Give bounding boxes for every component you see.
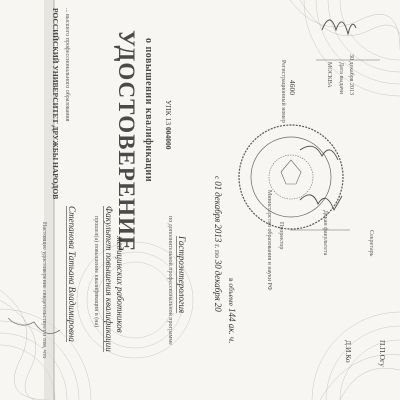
from-year: 2013 — [213, 224, 223, 243]
training-period — [213, 176, 222, 312]
dean-signature-name: Д.И.Ко — [344, 340, 353, 363]
rector-label: Проректор — [278, 222, 284, 250]
certify-text: Настоящее удостоверение свидетельствует о том, что — [41, 222, 47, 359]
certificate-number — [165, 100, 173, 149]
to-day: 30 — [213, 259, 223, 269]
program-text: по дополнительной профессиональной программе — [167, 216, 173, 345]
document-title: УДОСТОВЕРЕНИЕ — [114, 30, 139, 253]
ministry-line: ... высшего профессионального образования — [64, 8, 70, 122]
issue-date-label: Дата выдачи — [338, 62, 344, 95]
city: МОСКВА — [326, 62, 332, 88]
volume-label: в объеме — [227, 278, 236, 307]
from-day: 01 — [213, 181, 223, 191]
number-prefix: УПК — [164, 100, 173, 116]
secretary-label: Секретарь — [368, 230, 374, 257]
to-month: декабря — [213, 270, 223, 301]
university-name: РОССИЙСКИЙ УНИВЕРСИТЕТ ДРУЖБЫ НАРОДОВ — [51, 8, 60, 200]
number-series: 13 — [164, 117, 173, 126]
registration-label: Регистрационный номер — [280, 60, 286, 123]
from-month: декабря — [213, 192, 223, 223]
issue-date: 30 декабря 2013 — [348, 54, 354, 96]
second-signature-name: П.П.Огу — [378, 340, 387, 367]
faculty-name: Факультет повышения квалификации — [104, 206, 114, 352]
to-label: г. по — [213, 244, 222, 258]
faculty-name-line2: медицинских работников — [115, 236, 125, 333]
dean-signature-role: Декан факультета — [322, 210, 328, 256]
to-year: 20 — [213, 302, 223, 312]
passed-text: прошел(а) повышение квалификации в (на) — [93, 216, 99, 328]
holder-full-name: Степанова Татьана Владимировна — [67, 206, 77, 342]
document-subtitle: о повышении квалификации — [143, 38, 154, 183]
number-value: 004000 — [164, 126, 173, 150]
registration-number: 4600 — [288, 80, 297, 95]
program-name: Гастроэнтерология — [177, 236, 187, 314]
volume-value: 144 ак. ч. — [227, 307, 237, 344]
from-label: с — [213, 176, 222, 180]
stamp-caption: Министерство образования и науки РФ — [266, 190, 272, 291]
training-volume — [227, 278, 236, 343]
